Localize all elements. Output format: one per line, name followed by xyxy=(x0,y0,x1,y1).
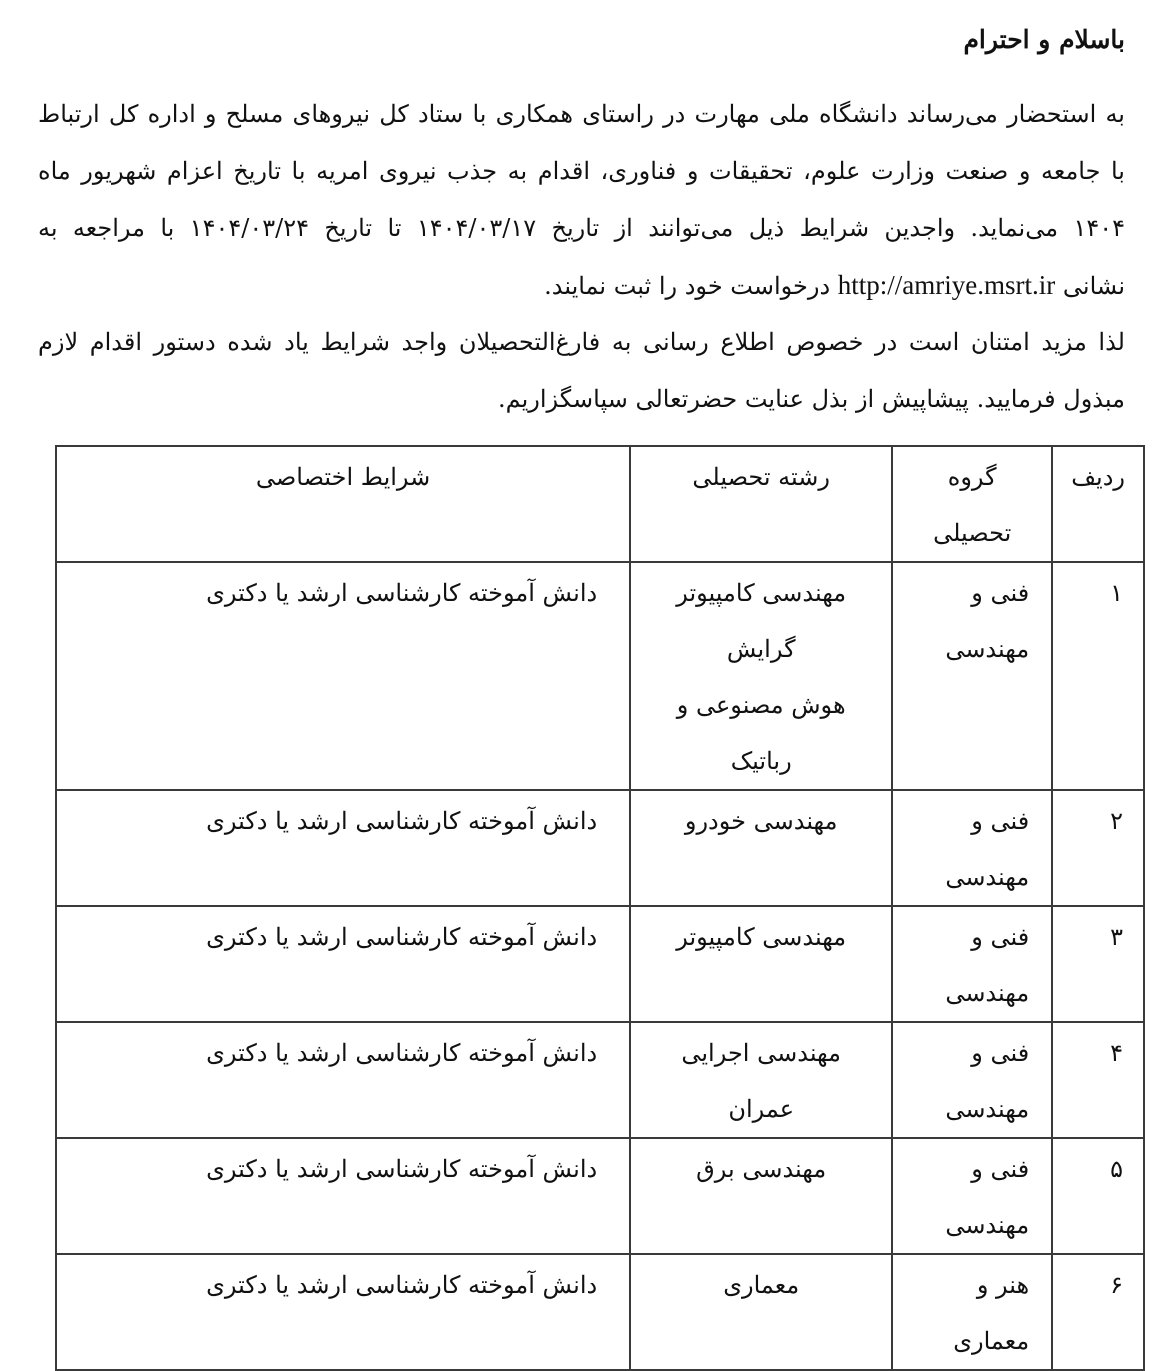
row-number: ۳ xyxy=(1052,906,1144,1022)
row-conditions: دانش آموخته کارشناسی ارشد یا دکتری xyxy=(56,1138,630,1254)
row-group: فنی و مهندسی xyxy=(892,1022,1052,1138)
row-field: معماری xyxy=(630,1254,892,1370)
table-row xyxy=(56,1138,1144,1254)
address-label: نشانی xyxy=(1062,272,1125,300)
row-field-line-1: مهندسی کامپیوتر گرایش xyxy=(676,579,847,663)
row-field-line-2: هوش مصنوعی و رباتیک xyxy=(676,691,846,775)
body-paragraph-2 xyxy=(38,314,1125,428)
requirements-table xyxy=(55,445,1145,1371)
row-field: مهندسی اجرایی عمران xyxy=(630,1022,892,1138)
row-number: ۲ xyxy=(1052,790,1144,906)
table-row xyxy=(56,562,1144,790)
row-group: هنر و معماری xyxy=(892,1254,1052,1370)
header-row-number: ردیف xyxy=(1052,446,1144,562)
row-conditions: دانش آموخته کارشناسی ارشد یا دکتری xyxy=(56,906,630,1022)
table-header-row xyxy=(56,446,1144,562)
row-field xyxy=(630,562,892,790)
row-group: فنی و مهندسی xyxy=(892,906,1052,1022)
row-field: مهندسی برق xyxy=(630,1138,892,1254)
table-row xyxy=(56,790,1144,906)
body-paragraph-1 xyxy=(38,86,1125,314)
row-number: ۶ xyxy=(1052,1254,1144,1370)
paragraph-2-line-1: لذا مزید امتنان است در خصوص اطلاع رسانی به فارغ‌التحصیلان واجد شرایط یاد شده دستور اقدام لازم xyxy=(38,328,1125,356)
table-row xyxy=(56,1022,1144,1138)
row-field: مهندسی کامپیوتر xyxy=(630,906,892,1022)
register-instruction: درخواست خود را ثبت نمایند. xyxy=(544,272,831,300)
row-conditions: دانش آموخته کارشناسی ارشد یا دکتری xyxy=(56,1022,630,1138)
header-conditions: شرایط اختصاصی xyxy=(56,446,630,562)
paragraph-1-line-2: با جامعه و صنعت وزارت علوم، تحقیقات و فناوری، اقدام به جذب نیروی امریه با تاریخ اعزام شهریور ماه xyxy=(38,157,1125,185)
row-number: ۴ xyxy=(1052,1022,1144,1138)
paragraph-1-line-4 xyxy=(38,257,1125,314)
row-group: فنی و مهندسی xyxy=(892,1138,1052,1254)
registration-url[interactable]: http://amriye.msrt.ir xyxy=(837,270,1056,300)
table-row xyxy=(56,906,1144,1022)
row-conditions: دانش آموخته کارشناسی ارشد یا دکتری xyxy=(56,1254,630,1370)
row-conditions: دانش آموخته کارشناسی ارشد یا دکتری xyxy=(56,562,630,790)
row-field: مهندسی خودرو xyxy=(630,790,892,906)
paragraph-2-line-2: مبذول فرمایید. پیشاپیش از بذل عنایت حضرتعالی سپاسگزاریم. xyxy=(498,385,1125,413)
row-conditions: دانش آموخته کارشناسی ارشد یا دکتری xyxy=(56,790,630,906)
row-group: فنی و مهندسی xyxy=(892,790,1052,906)
row-number: ۱ xyxy=(1052,562,1144,790)
header-group: گروه تحصیلی xyxy=(892,446,1052,562)
paragraph-1-line-3: ۱۴۰۴ می‌نماید. واجدین شرایط ذیل می‌توانند از تاریخ ۱۴۰۴/۰۳/۱۷ تا تاریخ ۱۴۰۴/۰۳/۲۴ با مراجعه به xyxy=(38,214,1125,242)
header-field: رشته تحصیلی xyxy=(630,446,892,562)
paragraph-1-line-1: به استحضار می‌رساند دانشگاه ملی مهارت در راستای همکاری با ستاد کل نیروهای مسلح و اداره کل ارتباط xyxy=(38,100,1125,128)
greeting-heading: باسلام و احترام xyxy=(963,25,1125,54)
table-row xyxy=(56,1254,1144,1370)
row-group: فنی و مهندسی xyxy=(892,562,1052,790)
row-number: ۵ xyxy=(1052,1138,1144,1254)
